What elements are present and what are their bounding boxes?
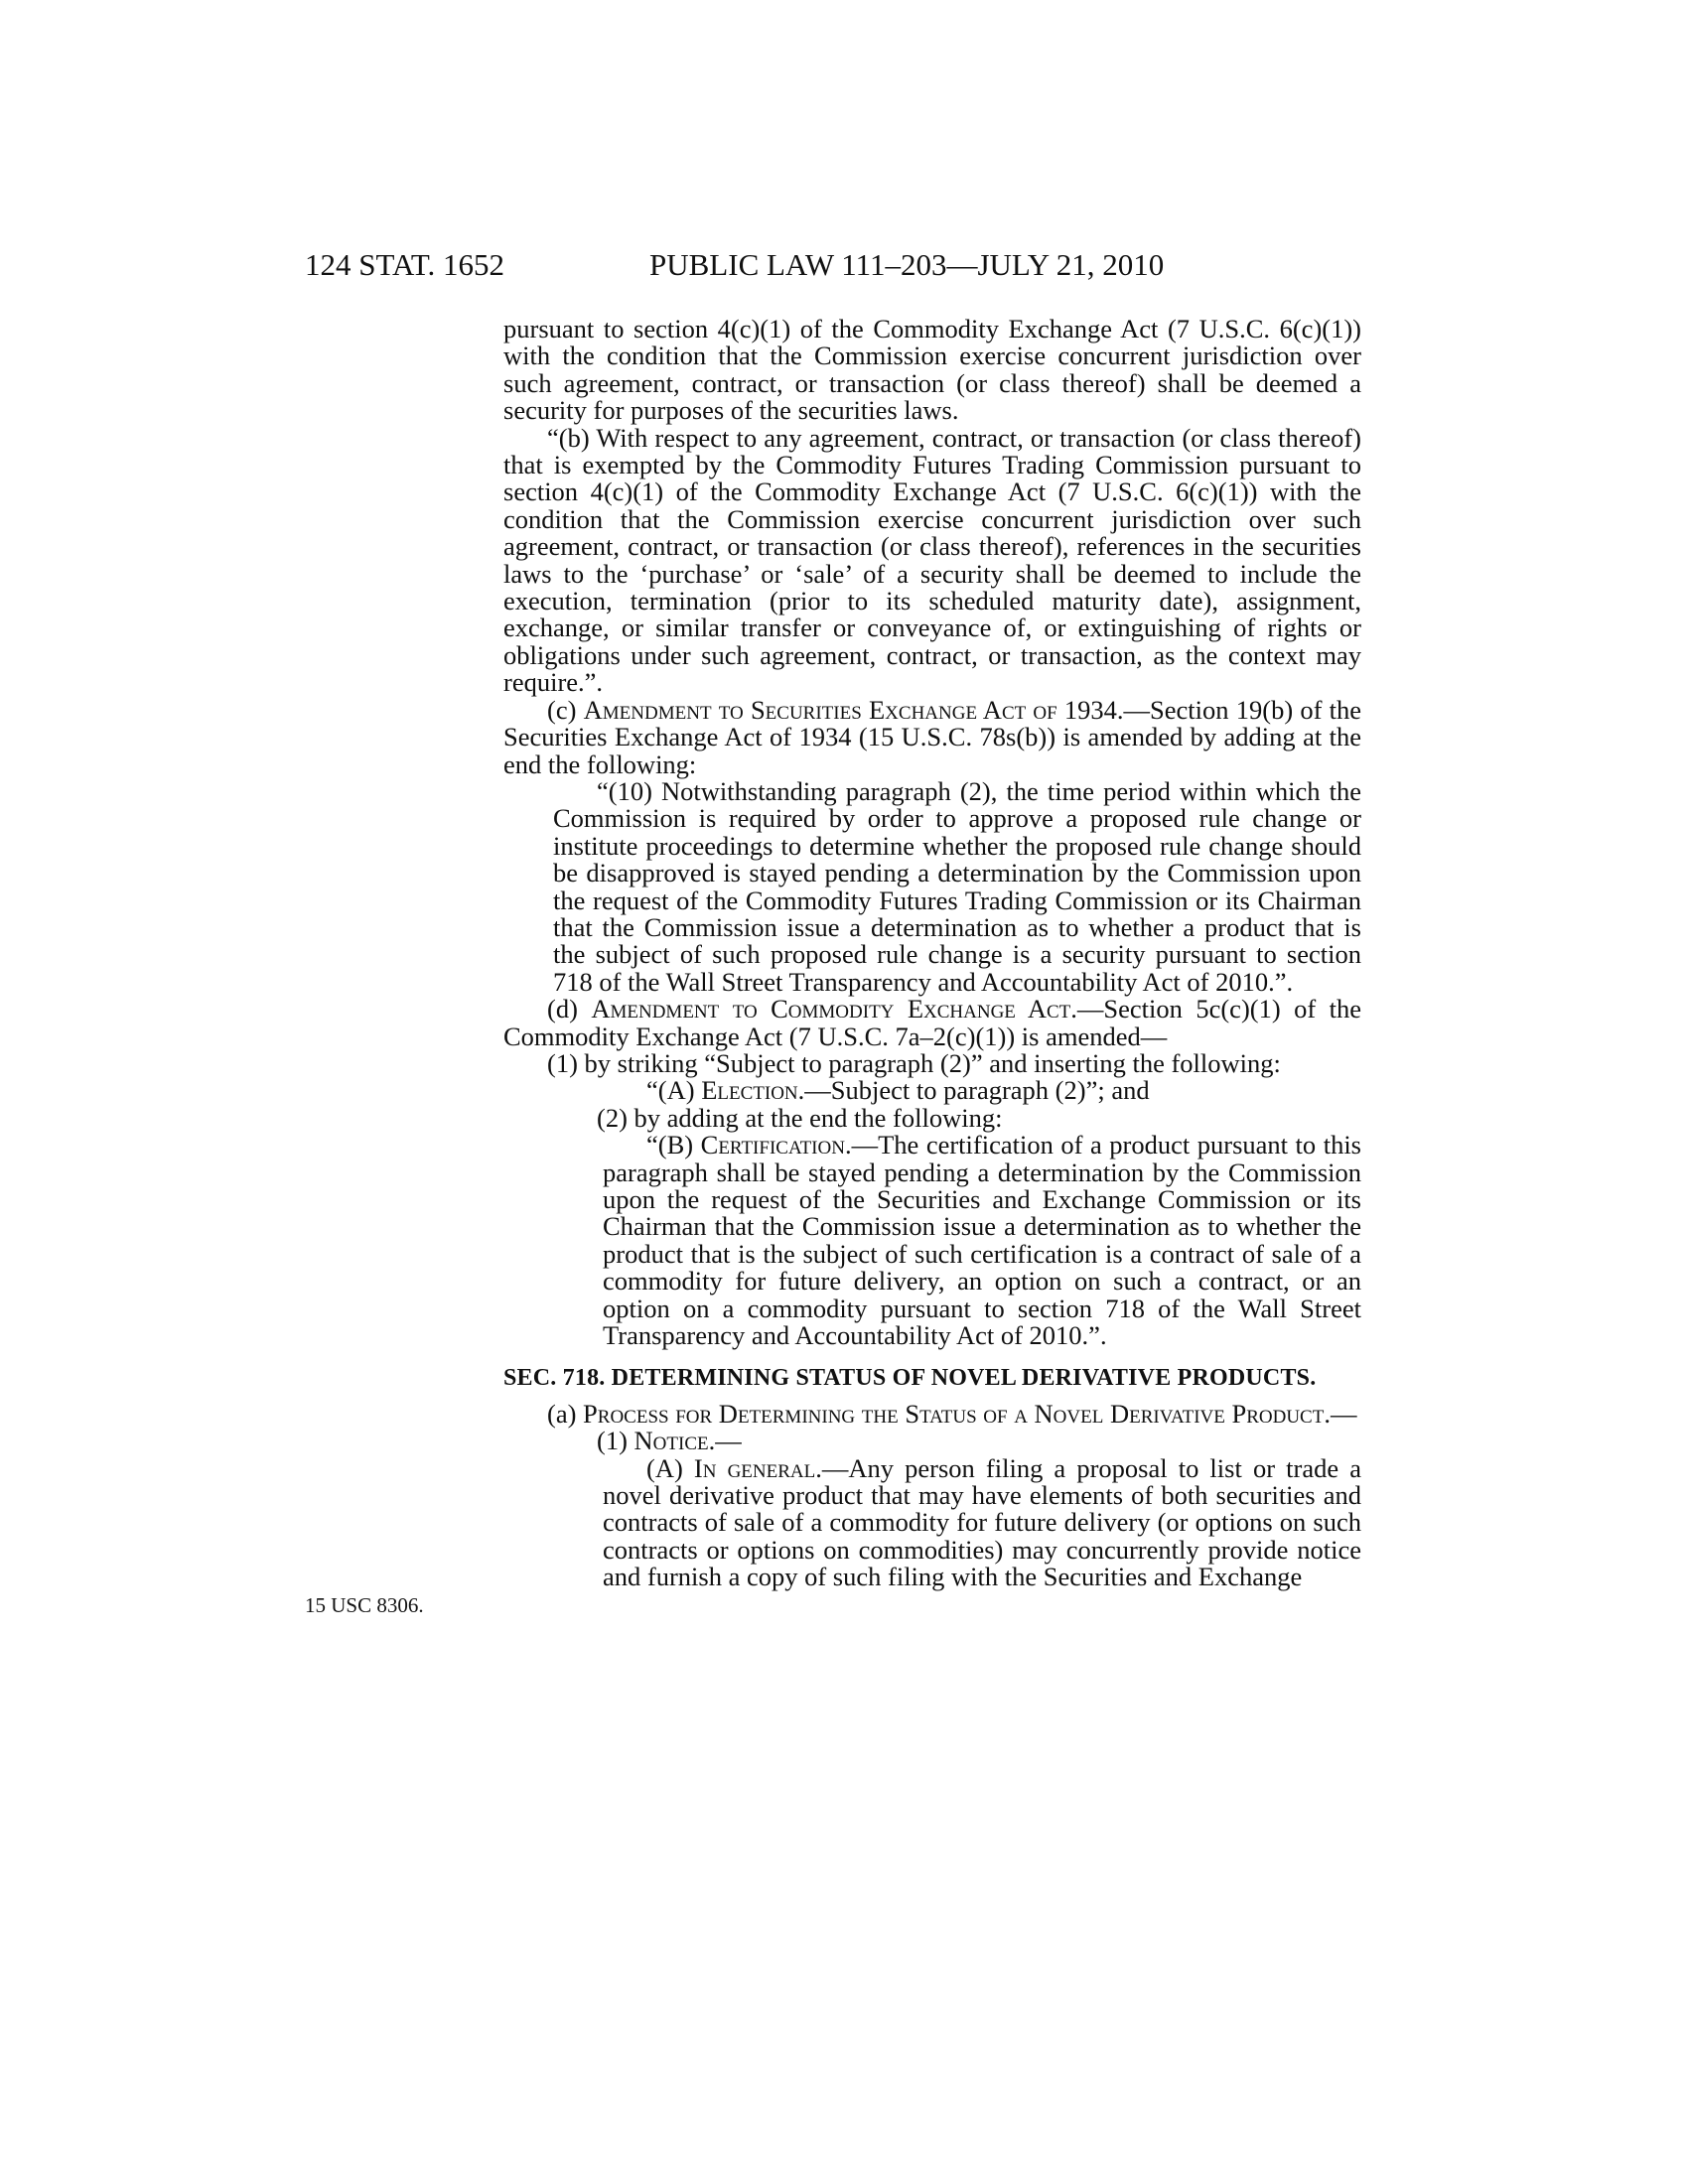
statute-body: [503, 316, 1361, 1591]
subsection-a: [503, 1398, 1361, 1429]
statute-page-citation: 124 STAT. 1652: [305, 247, 505, 282]
subsection-a-dash: .—: [1324, 1398, 1357, 1429]
subsection-c-designator: (c): [547, 694, 577, 725]
subparagraph-a-1-A: [503, 1452, 1361, 1592]
subsection-c-text: .—Section 19(b) of the Securities Exchange Act of 1934 (15 U.S.C. 78s(b)) is amended by adding at the end the following:: [503, 694, 1361, 779]
paragraph-10: “(10) Notwithstanding paragraph (2), the time period within which the Commission is required by order to approve a proposed rule change or institute proceedings to determine whether the proposed rule change should be disapproved is stayed pending a determination by the Commission upon the request of the Commodity Futures Trading Commission or its Chairman that the Commission issue a determination as to whether a product that is the subject of such proposed rule change is a security pursuant to section 718 of the Wall Street Transparency and Accountability Act of 2010.”.: [553, 775, 1361, 997]
paragraph-a-1-designator: (1): [597, 1426, 628, 1456]
subparagraph-A-heading: Election: [701, 1075, 798, 1106]
subparagraph-A-text: .—Subject to paragraph (2)”; and: [797, 1075, 1150, 1106]
paragraph-a-1-dash: .—: [708, 1426, 742, 1456]
subsection-a-heading: Process for Determining the Status of a Novel Derivative Product: [583, 1398, 1325, 1429]
subparagraph-A-election: [503, 1077, 1361, 1104]
section-718-heading: SEC. 718. DETERMINING STATUS OF NOVEL DERIVATIVE PRODUCTS.: [503, 1365, 1317, 1392]
paragraph-d-1: (1) by striking “Subject to paragraph (2)” and inserting the following:: [547, 1047, 1281, 1078]
subparagraph-a-1-A-heading: In general: [693, 1452, 816, 1483]
subparagraph-B-designator: “(B): [646, 1130, 694, 1160]
subsection-c: [503, 694, 1361, 779]
subsection-d-text: .—Section 5c(c)(1) of the Commodity Exchange Act (7 U.S.C. 7a–2(c)(1)) is amended—: [503, 994, 1361, 1051]
subsection-b: “(b) With respect to any agreement, contract, or transaction (or class thereof) that is exempted by the Commodity Futures Trading Commission pursuant to section 4(c)(1) of the Commodity Exchange Act (7 U.S.C. 6(c)(1)) with the condition that the Commission exercise concurrent jurisdiction over such agreement, contract, or transaction (or class thereof), references in the securities laws to the ‘purchase’ or ‘sale’ of a security shall be deemed to include the execution, termination (prior to its scheduled maturity date), assignment, exchange, or similar transfer or conveyance of, or extinguishing of rights or obligations under such agreement, contract, or transaction, as the context may require.”.: [503, 422, 1361, 698]
subparagraph-A-designator: “(A): [646, 1075, 695, 1106]
running-header-title: PUBLIC LAW 111–203—JULY 21, 2010: [649, 247, 1165, 282]
subparagraph-a-1-A-text: .—Any person filing a proposal to list or trade a novel derivative product that may have elements of both securities and contracts of sale of a commodity for future delivery (or options on such contracts or options on commodities) may concurrently provide notice and furnish a copy of such filing with the Securities and Exchange: [603, 1452, 1361, 1592]
subparagraph-a-1-A-designator: (A): [646, 1452, 683, 1483]
paragraph-d-2: (2) by adding at the end the following:: [597, 1102, 1003, 1133]
paragraph-continuation: pursuant to section 4(c)(1) of the Commodity Exchange Act (7 U.S.C. 6(c)(1)) with the condition that the Commission exercise concurrent jurisdiction over such agreement, contract, or transaction (or class thereof) shall be deemed a security for purposes of the securities laws.: [503, 314, 1361, 426]
subparagraph-B-heading: Certification: [700, 1130, 845, 1160]
usc-margin-citation: 15 USC 8306.: [305, 1593, 424, 1617]
subparagraph-B-text: .—The certification of a product pursuant to this paragraph shall be stayed pending a determination by the Commission upon the request of the Securities and Exchange Commission or its Chairman that the Commission issue a determination as to whether the product that is the subject of such certification is a contract of sale of a commodity for future delivery, an option on such a contract, or an option on a commodity pursuant to section 718 of the Wall Street Transparency and Accountability Act of 2010.”.: [603, 1130, 1361, 1351]
paragraph-a-1-heading: Notice: [633, 1426, 709, 1456]
subsection-a-designator: (a): [547, 1398, 577, 1429]
subsection-c-heading: Amendment to Securities Exchange Act of 1934: [583, 694, 1117, 725]
subsection-d-designator: (d): [547, 994, 578, 1024]
subsection-d: [503, 996, 1361, 1050]
subsection-d-heading: Amendment to Commodity Exchange Act: [591, 994, 1071, 1024]
subparagraph-B-certification: [503, 1132, 1361, 1349]
paragraph-a-1: [503, 1428, 1361, 1454]
